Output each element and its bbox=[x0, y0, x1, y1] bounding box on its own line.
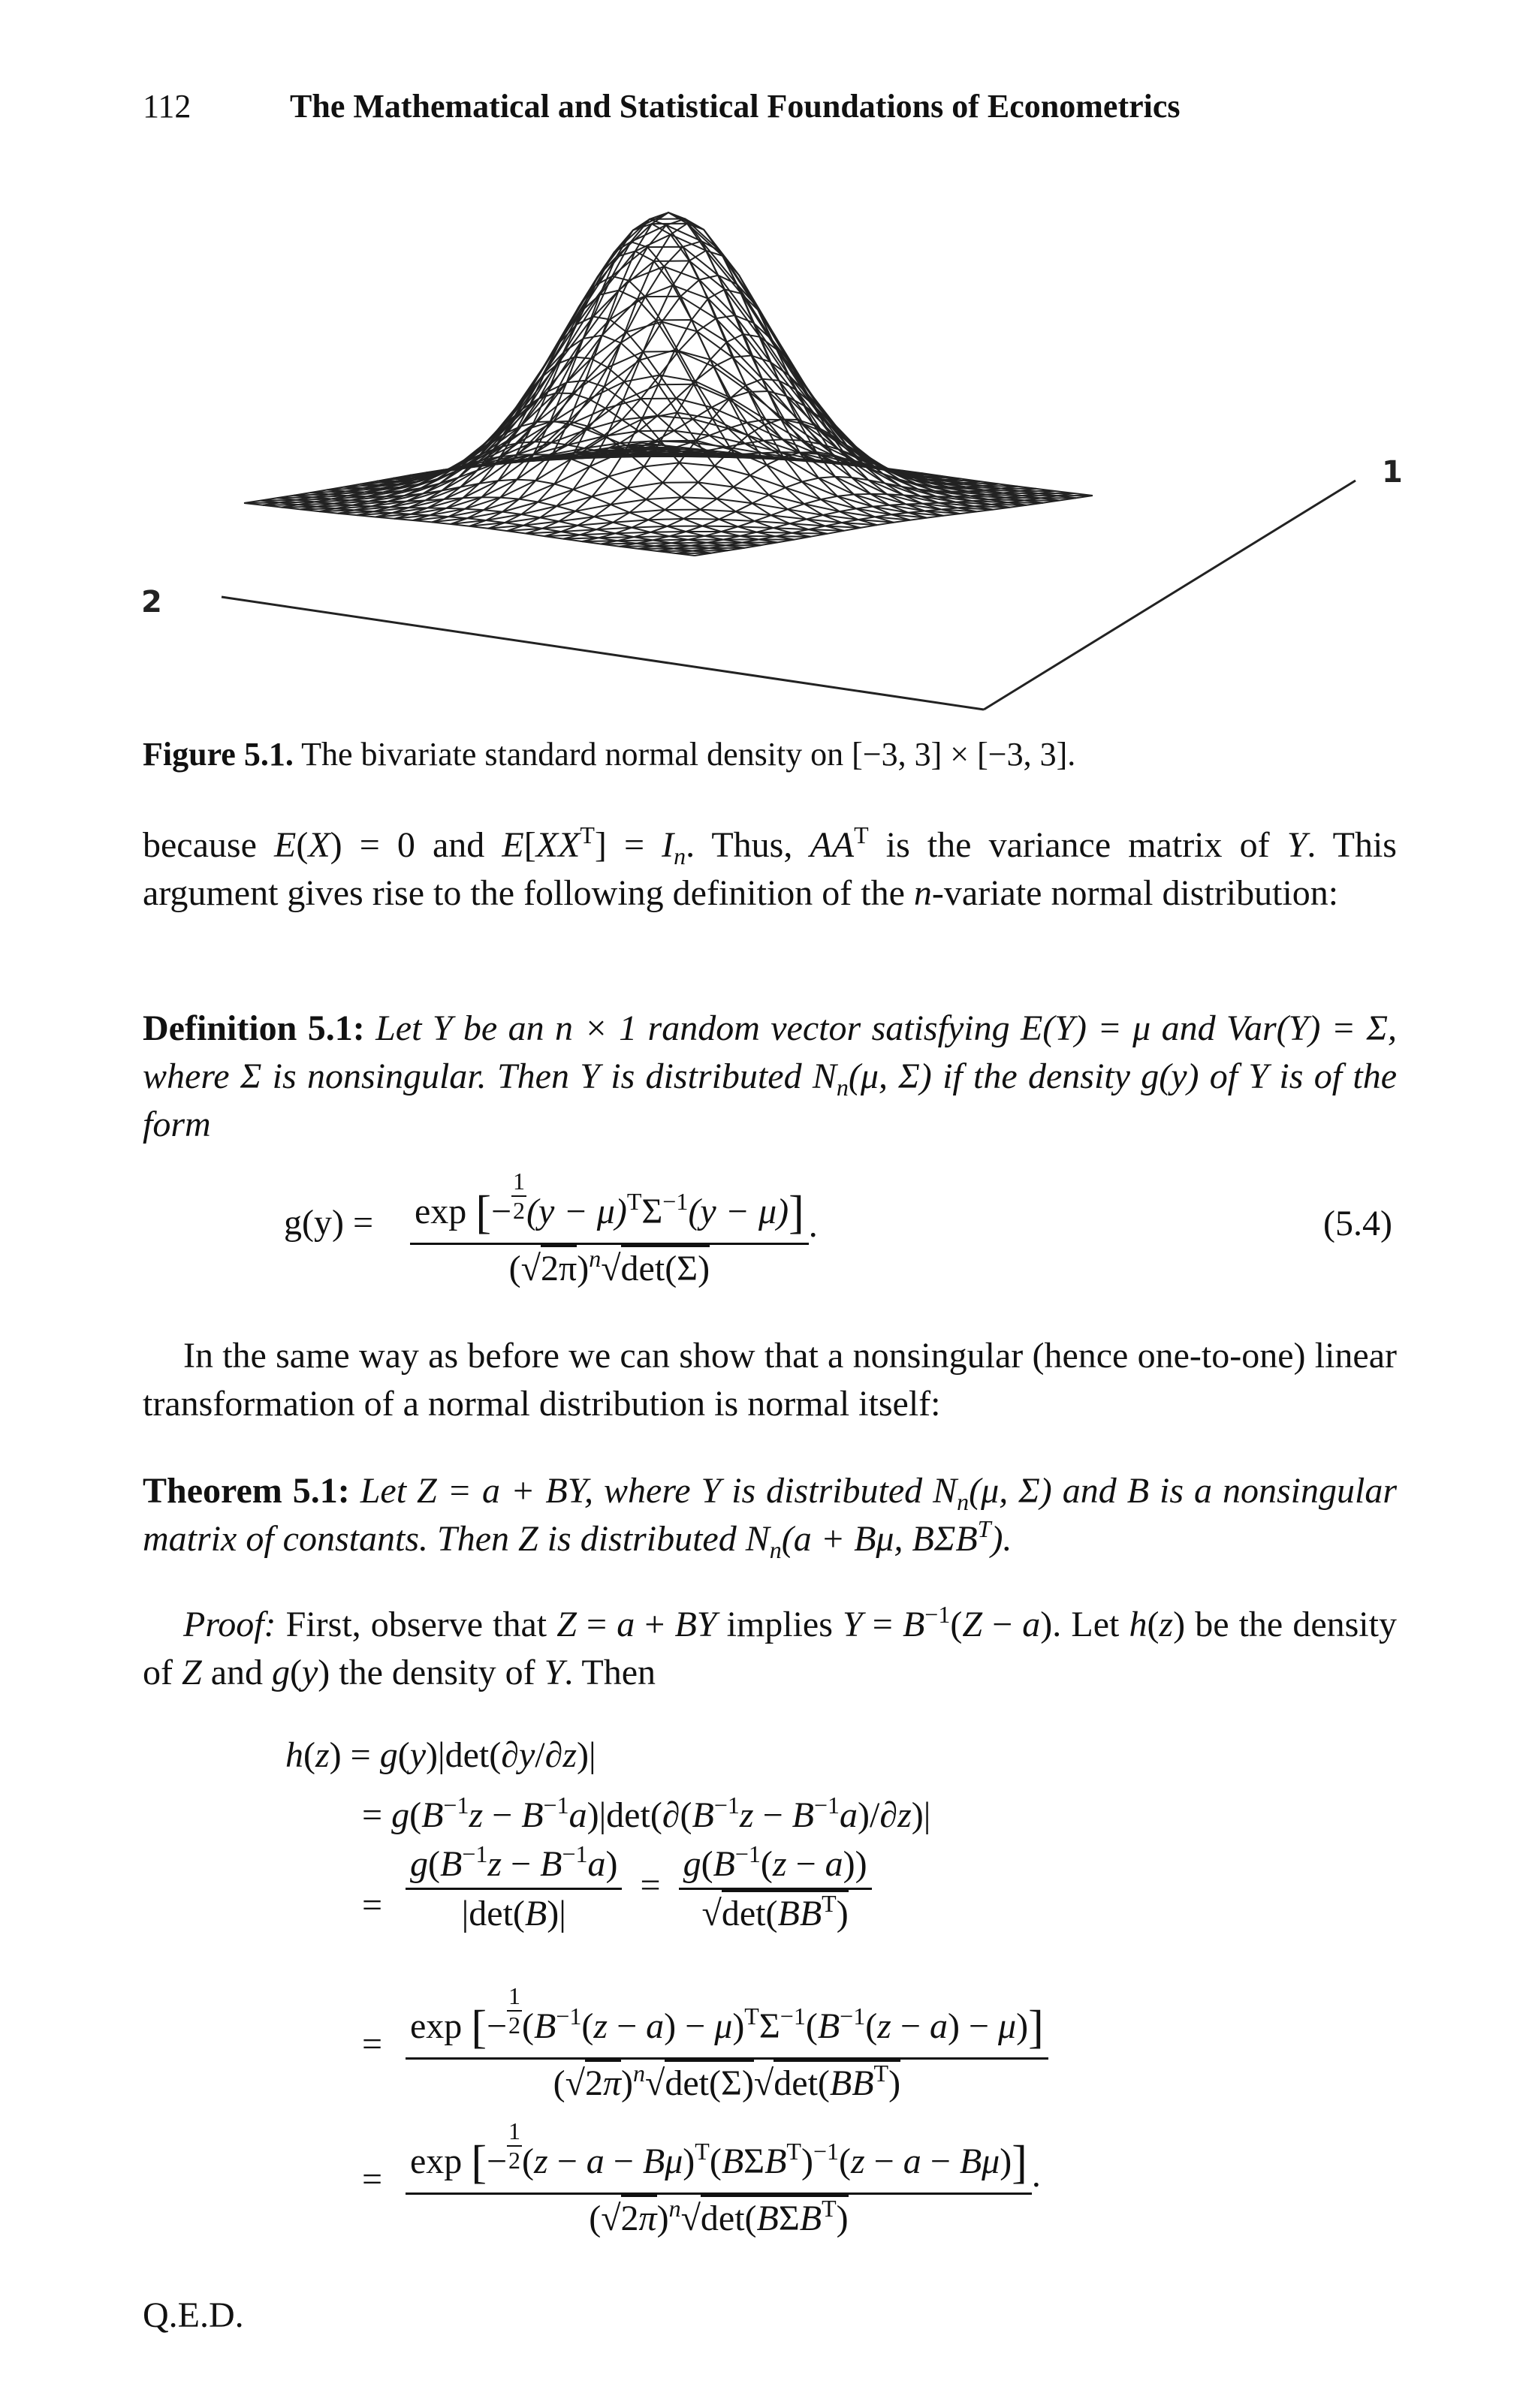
text-run: n bbox=[769, 1536, 782, 1563]
text-run: (y − μ) bbox=[526, 1192, 627, 1231]
proof-label: Proof: bbox=[183, 1605, 276, 1644]
text-run: be the density of bbox=[143, 1605, 1397, 1692]
mesh-line bbox=[263, 224, 1076, 505]
text-run: exp bbox=[415, 1192, 467, 1231]
axis-label-2: 2 bbox=[141, 585, 162, 619]
derivation-line-3-eq: = bbox=[362, 1885, 383, 1925]
bivariate-normal-wireframe bbox=[135, 180, 1412, 736]
proof-derivation bbox=[285, 1727, 1262, 2283]
page-number: 112 bbox=[143, 88, 191, 125]
text-run: (a + Bμ, BΣB bbox=[781, 1519, 978, 1559]
derivation-line-4-eq: = bbox=[362, 2024, 383, 2064]
text-run: ). bbox=[991, 1519, 1012, 1559]
figure-caption bbox=[143, 732, 1397, 777]
derivation-line-2: = $g(B^{-1}z - B^{-1}a)|\det(\partial(B^{-1}z - B^{-1}a)/\partial z)|$ bbox=[362, 1792, 931, 1835]
paragraph-variance: because E(X) = 0 and $E[XX^T] = I_n$. Thus, $AA^T$ is the variance matrix of Y. This argument gives rise to the following definition of the n-variate normal distribution: bbox=[143, 821, 1397, 913]
figure-caption-text: The bivariate standard normal density on [−3, 3] × [−3, 3]. bbox=[301, 736, 1076, 773]
text-run: n bbox=[957, 1488, 970, 1515]
text-run: because bbox=[143, 825, 274, 865]
text-run: (y − μ) bbox=[688, 1192, 789, 1231]
mesh-line bbox=[344, 322, 981, 487]
text-run: T bbox=[977, 1515, 991, 1542]
text-run: the density of bbox=[330, 1653, 544, 1692]
definition-label: Definition 5.1: bbox=[143, 1008, 365, 1048]
paragraph-linear-transformation: In the same way as before we can show that a nonsingular (hence one-to-one) linear transformation of a normal distribution is normal itself: bbox=[143, 1336, 1397, 1424]
equation-number: (5.4) bbox=[1323, 1204, 1392, 1243]
derivation-line-3: $\frac{g(B^{-1}z - B^{-1}a)}{|\det(B)|}$ = $\frac{g(B^{-1}(z - a))}{√\det(BB^T)}$ bbox=[406, 1843, 872, 1934]
mesh-line bbox=[282, 234, 1060, 507]
mesh-line bbox=[657, 550, 728, 551]
theorem-label: Theorem 5.1: bbox=[143, 1471, 350, 1511]
text-run: implies bbox=[716, 1605, 843, 1644]
proof-paragraph: Proof: First, observe that Z = a + BY implies $Y = B^{-1}(Z - a)$. Let h(z) be the density of Z and g(y) the density of Y. Then bbox=[143, 1601, 1397, 1692]
mesh-line bbox=[244, 212, 1093, 503]
mesh-line bbox=[469, 212, 867, 526]
definition-text-a: Let Y be an n × 1 random vector satisfying E(Y) = μ and Var(Y) = Σ, where Σ is nonsingular. Then Y is distributed N bbox=[143, 1008, 1398, 1096]
derivation-line-5: exp [− $\frac{1}{2}$ $(z - a - B\mu)^T(B\Sigma B^T)^{-1}(z - a - B\mu)$] $(√2\pi)^n√\det(B\Sigma B^T)$ . bbox=[406, 2117, 1041, 2239]
derivation-line-4: exp [− $\frac{1}{2}$ $(B^{-1}(z - a) - \mu)^T\Sigma^{-1}(B^{-1}(z - a) - \mu)$] $(√2\pi)^n√\det(\Sigma)√\det(BB^T)$ bbox=[406, 1982, 1048, 2104]
text-run: n bbox=[836, 1074, 849, 1101]
axis-label-1: 1 bbox=[1382, 455, 1403, 490]
text-run: is the variance matrix of bbox=[868, 825, 1287, 865]
derivation-line-5-eq: = bbox=[362, 2159, 383, 2199]
text-run: First, observe that bbox=[276, 1605, 557, 1644]
text-run: ) bbox=[577, 1249, 590, 1288]
text-run: and bbox=[415, 825, 502, 865]
figure-caption-label: Figure 5.1. bbox=[143, 736, 294, 773]
text-run: and bbox=[201, 1653, 272, 1692]
mesh-line bbox=[638, 548, 744, 549]
text-run: -variate normal distribution: bbox=[931, 873, 1339, 913]
theorem-5-1 bbox=[143, 1467, 1397, 1563]
text-run: . Let bbox=[1052, 1605, 1129, 1644]
text-run: . Thus, bbox=[686, 825, 810, 865]
running-title: The Mathematical and Statistical Foundations of Econometrics bbox=[290, 88, 1181, 125]
text-run: . This argument gives rise to the following definition of the bbox=[143, 825, 1397, 913]
definition-5-1 bbox=[143, 1005, 1397, 1149]
mesh-line bbox=[310, 267, 1018, 493]
text-run: ( bbox=[508, 1249, 521, 1288]
text-run: (μ, Σ) and B is a nonsingular matrix of constants. Then Z is distributed N bbox=[143, 1471, 1398, 1559]
text-run: det(Σ) bbox=[621, 1245, 710, 1288]
text-run: Σ bbox=[641, 1192, 663, 1231]
text-run: 2π bbox=[541, 1245, 577, 1288]
text-run: . Then bbox=[564, 1653, 656, 1692]
equation-fraction: exp [− $\frac{1}{2}$ $(y - \mu)^T\Sigma^{-1}(y - \mu)$] $(√2\pi)^n√\det(\Sigma)$ . bbox=[410, 1168, 818, 1289]
qed-mark: Q.E.D. bbox=[143, 2295, 244, 2335]
mesh-line bbox=[620, 545, 761, 547]
equation-5-4 bbox=[284, 1168, 960, 1288]
derivation-line-1: h(z) = g(y)|det(∂y/∂z)| bbox=[285, 1735, 596, 1775]
definition-text-b: (μ, Σ) if the density g(y) of Y is of the form bbox=[143, 1056, 1398, 1144]
mesh-line bbox=[327, 297, 999, 490]
text-run: Let Z = a + BY, where Y is distributed N bbox=[349, 1471, 957, 1511]
equation-lhs: g(y) = bbox=[284, 1203, 374, 1243]
